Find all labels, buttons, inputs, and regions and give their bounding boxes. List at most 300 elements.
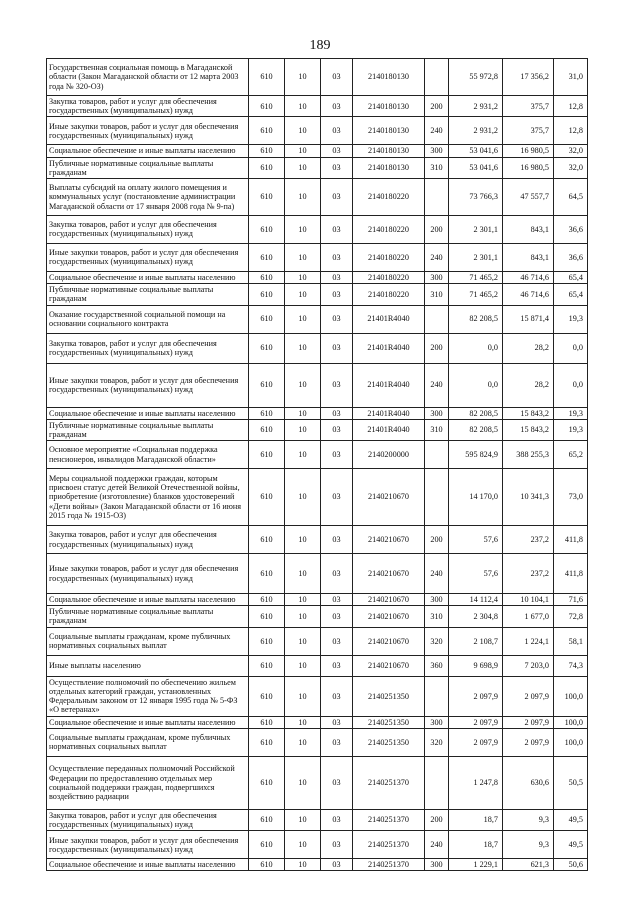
expense-type-code (425, 59, 449, 96)
row-name: Иные закупки товаров, работ и услуг для обеспечения государственных (муниципальных) нужд (47, 831, 249, 859)
table-row (47, 145, 588, 157)
execution-percent: 64,5 (554, 178, 588, 215)
execution-percent: 411,8 (554, 526, 588, 554)
target-article-code: 2140180130 (353, 145, 425, 157)
target-article-code: 21401R4040 (353, 305, 425, 333)
table-row (47, 305, 588, 333)
planned-amount: 55 972,8 (449, 59, 503, 96)
expense-type-code (425, 441, 449, 469)
section-code: 10 (285, 554, 321, 594)
execution-percent: 19,3 (554, 419, 588, 440)
executed-amount: 9,3 (503, 831, 554, 859)
planned-amount: 2 301,1 (449, 215, 503, 243)
row-name: Основное мероприятие «Социальная поддержка пенсионеров, инвалидов Магаданской области» (47, 441, 249, 469)
grbs-code: 610 (249, 96, 285, 117)
row-name: Закупка товаров, работ и услуг для обеспечения государственных (муниципальных) нужд (47, 526, 249, 554)
target-article-code: 2140200000 (353, 441, 425, 469)
planned-amount: 53 041,6 (449, 145, 503, 157)
execution-percent: 71,6 (554, 594, 588, 606)
section-code: 10 (285, 859, 321, 871)
execution-percent: 12,8 (554, 117, 588, 145)
expense-type-code (425, 305, 449, 333)
row-name: Социальное обеспечение и иные выплаты населению (47, 145, 249, 157)
expense-type-code: 310 (425, 606, 449, 627)
section-code: 10 (285, 284, 321, 305)
grbs-code: 610 (249, 526, 285, 554)
execution-percent: 58,1 (554, 627, 588, 655)
table-row (47, 627, 588, 655)
section-code: 10 (285, 117, 321, 145)
section-code: 10 (285, 469, 321, 526)
section-code: 10 (285, 627, 321, 655)
row-name: Иные закупки товаров, работ и услуг для обеспечения государственных (муниципальных) нужд (47, 554, 249, 594)
section-code: 10 (285, 243, 321, 271)
planned-amount: 9 698,9 (449, 655, 503, 676)
target-article-code: 2140251350 (353, 716, 425, 728)
row-name: Закупка товаров, работ и услуг для обеспечения государственных (муниципальных) нужд (47, 333, 249, 363)
grbs-code: 610 (249, 157, 285, 178)
grbs-code: 610 (249, 145, 285, 157)
table-body (47, 59, 588, 871)
target-article-code: 2140180220 (353, 243, 425, 271)
planned-amount: 82 208,5 (449, 419, 503, 440)
subsection-code: 03 (321, 96, 353, 117)
row-name: Публичные нормативные социальные выплаты гражданам (47, 284, 249, 305)
grbs-code: 610 (249, 606, 285, 627)
planned-amount: 2 304,8 (449, 606, 503, 627)
target-article-code: 2140180220 (353, 284, 425, 305)
subsection-code: 03 (321, 363, 353, 407)
subsection-code: 03 (321, 441, 353, 469)
table-row (47, 441, 588, 469)
planned-amount: 1 229,1 (449, 859, 503, 871)
planned-amount: 2 097,9 (449, 728, 503, 756)
target-article-code: 2140210670 (353, 554, 425, 594)
subsection-code: 03 (321, 271, 353, 283)
row-name: Социальные выплаты гражданам, кроме публичных нормативных социальных выплат (47, 728, 249, 756)
table-row (47, 243, 588, 271)
planned-amount: 71 465,2 (449, 284, 503, 305)
executed-amount: 630,6 (503, 756, 554, 809)
target-article-code: 21401R4040 (353, 363, 425, 407)
row-name: Закупка товаров, работ и услуг для обеспечения государственных (муниципальных) нужд (47, 809, 249, 830)
expense-type-code: 200 (425, 215, 449, 243)
expense-type-code: 200 (425, 333, 449, 363)
subsection-code: 03 (321, 809, 353, 830)
target-article-code: 2140210670 (353, 655, 425, 676)
table-row (47, 178, 588, 215)
grbs-code: 610 (249, 676, 285, 716)
section-code: 10 (285, 407, 321, 419)
execution-percent: 0,0 (554, 333, 588, 363)
target-article-code: 21401R4040 (353, 407, 425, 419)
row-name: Иные закупки товаров, работ и услуг для обеспечения государственных (муниципальных) нужд (47, 363, 249, 407)
target-article-code: 2140210670 (353, 606, 425, 627)
budget-table (46, 58, 588, 871)
section-code: 10 (285, 333, 321, 363)
subsection-code: 03 (321, 756, 353, 809)
subsection-code: 03 (321, 243, 353, 271)
section-code: 10 (285, 756, 321, 809)
section-code: 10 (285, 676, 321, 716)
row-name: Оказание государственной социальной помощи на основании социального контракта (47, 305, 249, 333)
execution-percent: 12,8 (554, 96, 588, 117)
subsection-code: 03 (321, 284, 353, 305)
row-name: Социальное обеспечение и иные выплаты населению (47, 859, 249, 871)
executed-amount: 237,2 (503, 554, 554, 594)
row-name: Меры социальной поддержки граждан, которым присвоен статус детей Великой Отечественной войны, приобретение (изготовление) бланков удостоверений «Дети войны» (Закон Магаданской области от 16 июня 2015 года № 1915-ОЗ) (47, 469, 249, 526)
section-code: 10 (285, 419, 321, 440)
table-row (47, 215, 588, 243)
expense-type-code: 310 (425, 157, 449, 178)
section-code: 10 (285, 594, 321, 606)
section-code: 10 (285, 59, 321, 96)
subsection-code: 03 (321, 728, 353, 756)
expense-type-code: 240 (425, 243, 449, 271)
executed-amount: 15 871,4 (503, 305, 554, 333)
subsection-code: 03 (321, 859, 353, 871)
table-row (47, 606, 588, 627)
row-name: Иные выплаты населению (47, 655, 249, 676)
subsection-code: 03 (321, 469, 353, 526)
table-row (47, 526, 588, 554)
section-code: 10 (285, 215, 321, 243)
grbs-code: 610 (249, 243, 285, 271)
target-article-code: 21401R4040 (353, 333, 425, 363)
table-row (47, 333, 588, 363)
expense-type-code: 300 (425, 271, 449, 283)
planned-amount: 14 112,4 (449, 594, 503, 606)
table-row (47, 96, 588, 117)
expense-type-code: 200 (425, 96, 449, 117)
subsection-code: 03 (321, 117, 353, 145)
target-article-code: 2140180130 (353, 59, 425, 96)
table-row (47, 59, 588, 96)
expense-type-code (425, 756, 449, 809)
section-code: 10 (285, 606, 321, 627)
execution-percent: 32,0 (554, 145, 588, 157)
executed-amount: 16 980,5 (503, 157, 554, 178)
execution-percent: 411,8 (554, 554, 588, 594)
target-article-code: 2140180220 (353, 271, 425, 283)
target-article-code: 2140210670 (353, 526, 425, 554)
subsection-code: 03 (321, 333, 353, 363)
grbs-code: 610 (249, 419, 285, 440)
execution-percent: 72,8 (554, 606, 588, 627)
executed-amount: 843,1 (503, 243, 554, 271)
target-article-code: 2140251370 (353, 756, 425, 809)
executed-amount: 9,3 (503, 809, 554, 830)
executed-amount: 16 980,5 (503, 145, 554, 157)
executed-amount: 28,2 (503, 333, 554, 363)
grbs-code: 610 (249, 284, 285, 305)
executed-amount: 2 097,9 (503, 728, 554, 756)
expense-type-code: 200 (425, 809, 449, 830)
planned-amount: 57,6 (449, 554, 503, 594)
execution-percent: 100,0 (554, 676, 588, 716)
expense-type-code: 300 (425, 407, 449, 419)
execution-percent: 0,0 (554, 363, 588, 407)
target-article-code: 2140210670 (353, 469, 425, 526)
planned-amount: 595 824,9 (449, 441, 503, 469)
execution-percent: 73,0 (554, 469, 588, 526)
row-name: Социальное обеспечение и иные выплаты населению (47, 716, 249, 728)
table-row (47, 716, 588, 728)
executed-amount: 388 255,3 (503, 441, 554, 469)
grbs-code: 610 (249, 554, 285, 594)
grbs-code: 610 (249, 831, 285, 859)
executed-amount: 1 224,1 (503, 627, 554, 655)
section-code: 10 (285, 145, 321, 157)
row-name: Закупка товаров, работ и услуг для обеспечения государственных (муниципальных) нужд (47, 96, 249, 117)
planned-amount: 0,0 (449, 363, 503, 407)
grbs-code: 610 (249, 215, 285, 243)
row-name: Социальные выплаты гражданам, кроме публичных нормативных социальных выплат (47, 627, 249, 655)
planned-amount: 2 097,9 (449, 716, 503, 728)
executed-amount: 237,2 (503, 526, 554, 554)
planned-amount: 1 247,8 (449, 756, 503, 809)
target-article-code: 2140251370 (353, 809, 425, 830)
execution-percent: 19,3 (554, 305, 588, 333)
expense-type-code: 300 (425, 859, 449, 871)
row-name: Публичные нормативные социальные выплаты гражданам (47, 606, 249, 627)
executed-amount: 15 843,2 (503, 407, 554, 419)
target-article-code: 2140180130 (353, 157, 425, 178)
executed-amount: 2 097,9 (503, 716, 554, 728)
grbs-code: 610 (249, 809, 285, 830)
expense-type-code: 300 (425, 716, 449, 728)
expense-type-code: 320 (425, 728, 449, 756)
table-row (47, 407, 588, 419)
grbs-code: 610 (249, 469, 285, 526)
expense-type-code: 300 (425, 594, 449, 606)
subsection-code: 03 (321, 178, 353, 215)
row-name: Социальное обеспечение и иные выплаты населению (47, 407, 249, 419)
subsection-code: 03 (321, 831, 353, 859)
target-article-code: 2140180220 (353, 215, 425, 243)
table-row (47, 157, 588, 178)
grbs-code: 610 (249, 627, 285, 655)
table-row (47, 655, 588, 676)
planned-amount: 71 465,2 (449, 271, 503, 283)
row-name: Социальное обеспечение и иные выплаты населению (47, 594, 249, 606)
section-code: 10 (285, 655, 321, 676)
executed-amount: 17 356,2 (503, 59, 554, 96)
executed-amount: 46 714,6 (503, 271, 554, 283)
subsection-code: 03 (321, 215, 353, 243)
execution-percent: 50,6 (554, 859, 588, 871)
row-name: Выплаты субсидий на оплату жилого помещения и коммунальных услуг (постановление администрации Магаданской области от 17 января 2008 года № 9-па) (47, 178, 249, 215)
subsection-code: 03 (321, 606, 353, 627)
subsection-code: 03 (321, 676, 353, 716)
planned-amount: 18,7 (449, 809, 503, 830)
expense-type-code (425, 469, 449, 526)
table-row (47, 809, 588, 830)
planned-amount: 82 208,5 (449, 407, 503, 419)
section-code: 10 (285, 363, 321, 407)
expense-type-code (425, 676, 449, 716)
section-code: 10 (285, 716, 321, 728)
row-name: Государственная социальная помощь в Магаданской области (Закон Магаданской области от 12 марта 2003 года № 320-ОЗ) (47, 59, 249, 96)
section-code: 10 (285, 526, 321, 554)
target-article-code: 2140180130 (353, 96, 425, 117)
executed-amount: 621,3 (503, 859, 554, 871)
subsection-code: 03 (321, 59, 353, 96)
grbs-code: 610 (249, 117, 285, 145)
table-row (47, 469, 588, 526)
grbs-code: 610 (249, 178, 285, 215)
subsection-code: 03 (321, 157, 353, 178)
table-row (47, 363, 588, 407)
table-row (47, 831, 588, 859)
section-code: 10 (285, 831, 321, 859)
execution-percent: 50,5 (554, 756, 588, 809)
table-row (47, 271, 588, 283)
grbs-code: 610 (249, 333, 285, 363)
executed-amount: 47 557,7 (503, 178, 554, 215)
expense-type-code (425, 178, 449, 215)
table-row (47, 594, 588, 606)
expense-type-code: 360 (425, 655, 449, 676)
section-code: 10 (285, 441, 321, 469)
subsection-code: 03 (321, 305, 353, 333)
grbs-code: 610 (249, 271, 285, 283)
expense-type-code: 310 (425, 284, 449, 305)
target-article-code: 2140251350 (353, 676, 425, 716)
expense-type-code: 240 (425, 117, 449, 145)
executed-amount: 28,2 (503, 363, 554, 407)
grbs-code: 610 (249, 716, 285, 728)
grbs-code: 610 (249, 59, 285, 96)
executed-amount: 1 677,0 (503, 606, 554, 627)
row-name: Осуществление полномочий по обеспечению жильем отдельных категорий граждан, установленных Федеральным законом от 12 января 1995 года № 5-ФЗ «О ветеранах» (47, 676, 249, 716)
subsection-code: 03 (321, 407, 353, 419)
subsection-code: 03 (321, 716, 353, 728)
executed-amount: 7 203,0 (503, 655, 554, 676)
table-row (47, 554, 588, 594)
subsection-code: 03 (321, 594, 353, 606)
planned-amount: 0,0 (449, 333, 503, 363)
execution-percent: 49,5 (554, 831, 588, 859)
execution-percent: 100,0 (554, 728, 588, 756)
execution-percent: 65,4 (554, 271, 588, 283)
execution-percent: 100,0 (554, 716, 588, 728)
planned-amount: 82 208,5 (449, 305, 503, 333)
target-article-code: 2140180220 (353, 178, 425, 215)
grbs-code: 610 (249, 363, 285, 407)
grbs-code: 610 (249, 407, 285, 419)
execution-percent: 74,3 (554, 655, 588, 676)
execution-percent: 19,3 (554, 407, 588, 419)
planned-amount: 2 108,7 (449, 627, 503, 655)
grbs-code: 610 (249, 305, 285, 333)
target-article-code: 2140251370 (353, 831, 425, 859)
grbs-code: 610 (249, 728, 285, 756)
row-name: Иные закупки товаров, работ и услуг для обеспечения государственных (муниципальных) нужд (47, 243, 249, 271)
target-article-code: 2140210670 (353, 627, 425, 655)
table-row (47, 117, 588, 145)
executed-amount: 375,7 (503, 96, 554, 117)
executed-amount: 15 843,2 (503, 419, 554, 440)
grbs-code: 610 (249, 859, 285, 871)
row-name: Осуществление переданных полномочий Российской Федерации по предоставлению отдельных мер социальной поддержки граждан, подвергшихся воздействию радиации (47, 756, 249, 809)
execution-percent: 65,2 (554, 441, 588, 469)
planned-amount: 2 301,1 (449, 243, 503, 271)
execution-percent: 31,0 (554, 59, 588, 96)
executed-amount: 2 097,9 (503, 676, 554, 716)
expense-type-code: 200 (425, 526, 449, 554)
table-row (47, 284, 588, 305)
table-row (47, 419, 588, 440)
page-number: 189 (309, 38, 331, 53)
section-code: 10 (285, 157, 321, 178)
executed-amount: 10 341,3 (503, 469, 554, 526)
execution-percent: 36,6 (554, 215, 588, 243)
row-name: Публичные нормативные социальные выплаты гражданам (47, 157, 249, 178)
table-row (47, 676, 588, 716)
expense-type-code: 310 (425, 419, 449, 440)
planned-amount: 53 041,6 (449, 157, 503, 178)
section-code: 10 (285, 728, 321, 756)
subsection-code: 03 (321, 627, 353, 655)
target-article-code: 2140180130 (353, 117, 425, 145)
row-name: Публичные нормативные социальные выплаты гражданам (47, 419, 249, 440)
executed-amount: 843,1 (503, 215, 554, 243)
planned-amount: 57,6 (449, 526, 503, 554)
subsection-code: 03 (321, 554, 353, 594)
planned-amount: 14 170,0 (449, 469, 503, 526)
section-code: 10 (285, 96, 321, 117)
subsection-code: 03 (321, 419, 353, 440)
expense-type-code: 300 (425, 145, 449, 157)
section-code: 10 (285, 271, 321, 283)
section-code: 10 (285, 305, 321, 333)
expense-type-code: 240 (425, 554, 449, 594)
section-code: 10 (285, 178, 321, 215)
table-row (47, 728, 588, 756)
executed-amount: 10 104,1 (503, 594, 554, 606)
table-row (47, 756, 588, 809)
grbs-code: 610 (249, 594, 285, 606)
planned-amount: 18,7 (449, 831, 503, 859)
planned-amount: 2 097,9 (449, 676, 503, 716)
section-code: 10 (285, 809, 321, 830)
grbs-code: 610 (249, 441, 285, 469)
row-name: Закупка товаров, работ и услуг для обеспечения государственных (муниципальных) нужд (47, 215, 249, 243)
subsection-code: 03 (321, 526, 353, 554)
executed-amount: 46 714,6 (503, 284, 554, 305)
row-name: Иные закупки товаров, работ и услуг для обеспечения государственных (муниципальных) нужд (47, 117, 249, 145)
target-article-code: 21401R4040 (353, 419, 425, 440)
target-article-code: 2140210670 (353, 594, 425, 606)
table-row (47, 859, 588, 871)
execution-percent: 49,5 (554, 809, 588, 830)
planned-amount: 2 931,2 (449, 96, 503, 117)
target-article-code: 2140251350 (353, 728, 425, 756)
expense-type-code: 240 (425, 363, 449, 407)
subsection-code: 03 (321, 655, 353, 676)
execution-percent: 36,6 (554, 243, 588, 271)
planned-amount: 73 766,3 (449, 178, 503, 215)
row-name: Социальное обеспечение и иные выплаты населению (47, 271, 249, 283)
expense-type-code: 240 (425, 831, 449, 859)
executed-amount: 375,7 (503, 117, 554, 145)
expense-type-code: 320 (425, 627, 449, 655)
execution-percent: 32,0 (554, 157, 588, 178)
target-article-code: 2140251370 (353, 859, 425, 871)
subsection-code: 03 (321, 145, 353, 157)
grbs-code: 610 (249, 756, 285, 809)
